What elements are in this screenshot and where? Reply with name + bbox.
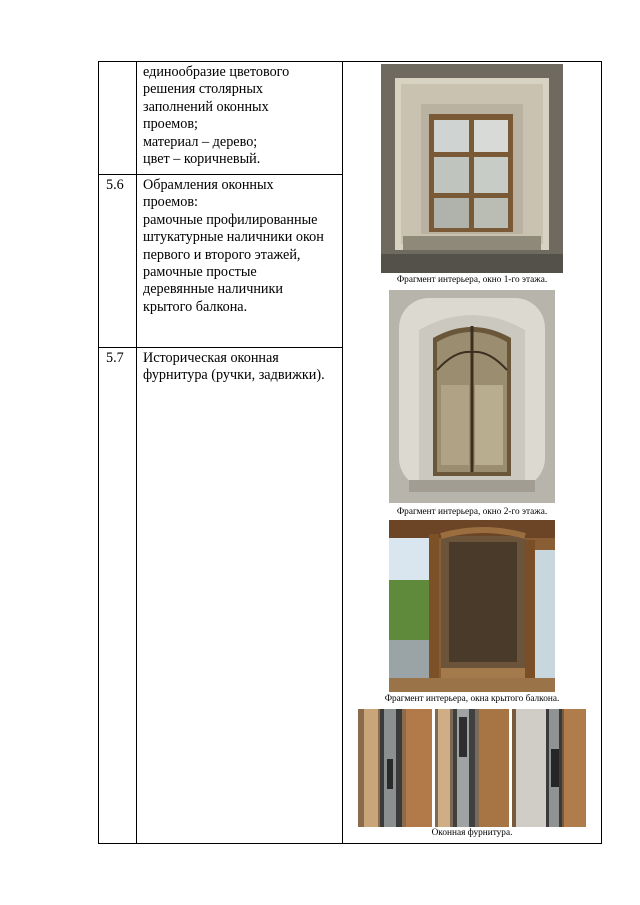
column-divider-2 <box>342 61 343 844</box>
row-divider-1 <box>98 174 343 175</box>
table-border-right <box>601 61 602 844</box>
photo-caption: Фрагмент интерьера, окна крытого балкона. <box>384 694 560 704</box>
photo-caption: Фрагмент интерьера, окно 2-го этажа. <box>396 507 548 517</box>
row-description: Историческая оконная фурнитура (ручки, задвижки). <box>143 350 325 384</box>
photo-caption: Фрагмент интерьера, окно 1-го этажа. <box>396 275 548 285</box>
table-border-bottom <box>98 843 602 844</box>
balcony-window-photo <box>389 520 555 692</box>
heritage-table <box>98 61 602 844</box>
window-hardware-photo <box>358 709 586 827</box>
table-border-left <box>98 61 99 844</box>
row-number: 5.7 <box>106 350 124 366</box>
second-floor-window-photo <box>389 290 555 503</box>
first-floor-window-photo <box>381 64 563 273</box>
row-divider-2 <box>98 347 343 348</box>
row-description: единообразие цветового решения столярных заполнений оконных проемов; материал – дерево; цвет – коричневый. <box>143 64 290 168</box>
column-divider-1 <box>136 61 137 844</box>
row-number: 5.6 <box>106 177 124 193</box>
photo-caption: Оконная фурнитура. <box>431 828 513 838</box>
table-border-top <box>98 61 602 62</box>
row-description: Обрамления оконных проемов: рамочные профилированные штукатурные наличники окон первого и второго этажей, рамочные простые деревянные наличники крытого балкона. <box>143 177 324 315</box>
